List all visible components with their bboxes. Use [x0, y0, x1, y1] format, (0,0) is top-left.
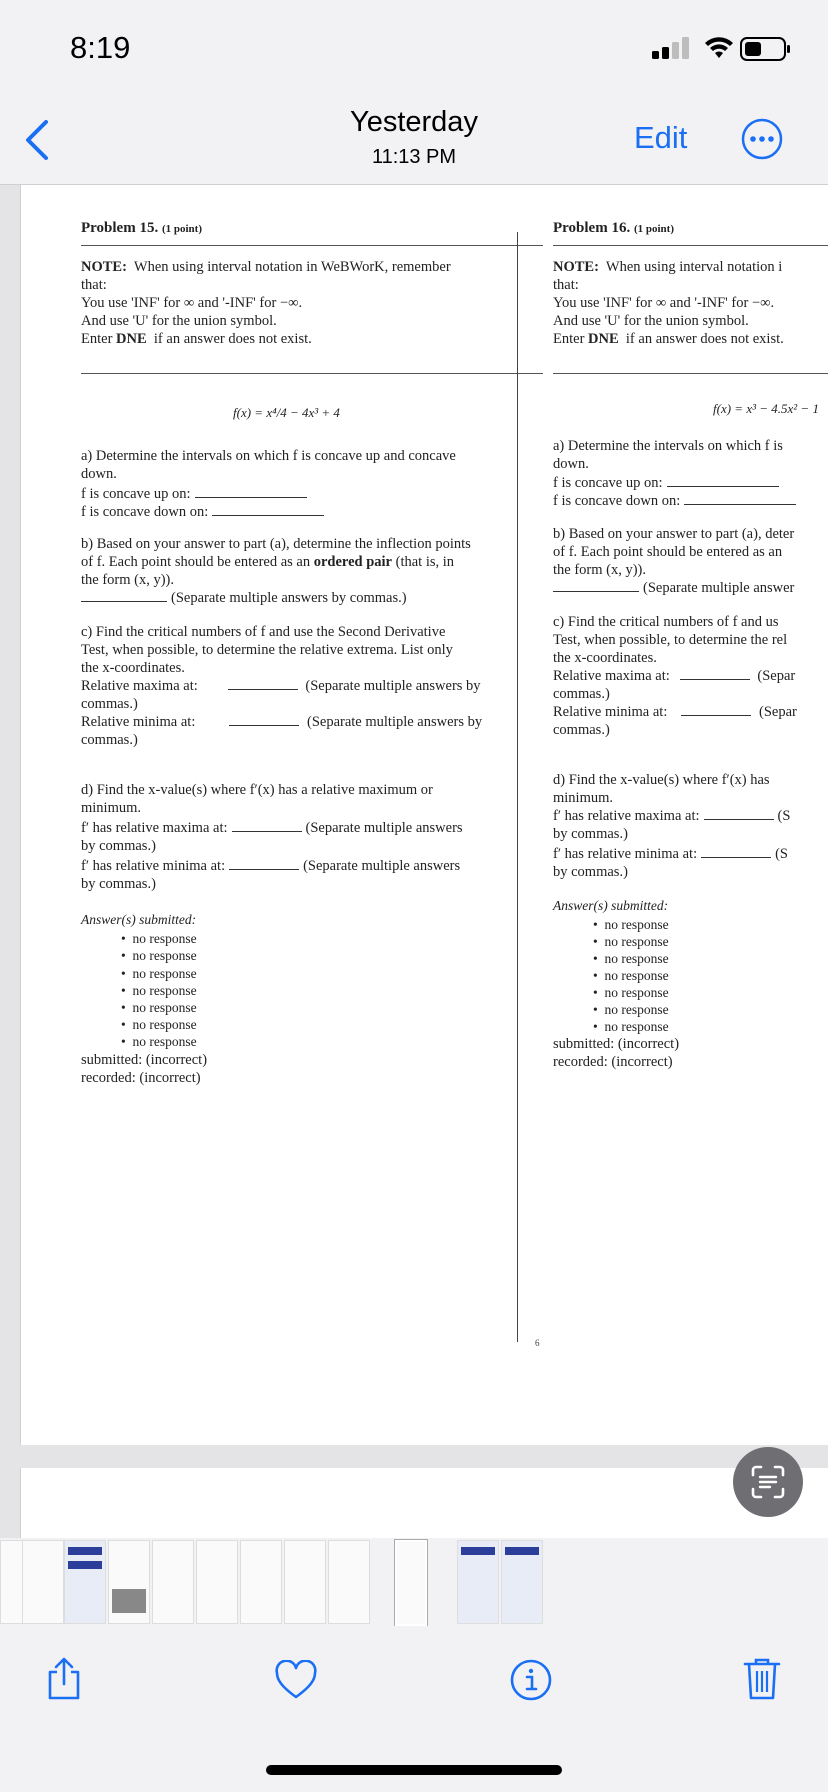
- submitted-status: submitted: (incorrect): [553, 1036, 680, 1052]
- fprime-maxima-blank: [232, 830, 302, 832]
- note-line-1: NOTE: When using interval notation in WeBWorK, remember: [81, 259, 451, 275]
- function-definition: f(x) = x⁴/4 − 4x³ + 4: [233, 405, 340, 420]
- next-page-preview: [20, 1468, 828, 1538]
- problem-16-header: Problem 16. (1 point): [553, 220, 674, 236]
- note-line-2: that:: [553, 277, 579, 293]
- note-line-5: Enter DNE if an answer does not exist.: [81, 331, 312, 347]
- thumbnail[interactable]: [501, 1540, 543, 1624]
- document-page[interactable]: [20, 185, 828, 1445]
- part-b-line-3: the form (x, y)).: [553, 562, 647, 578]
- inflection-blank: [553, 590, 639, 592]
- list-item: • no response: [593, 1002, 669, 1017]
- column-divider: [517, 232, 518, 1342]
- fprime-minima-label: f′ has relative minima at: (Separate multiple answers: [81, 858, 461, 874]
- relative-minima-blank: [681, 714, 751, 716]
- list-item: • no response: [121, 931, 197, 946]
- note-line-1: NOTE: When using interval notation i: [553, 259, 783, 275]
- list-item: • no response: [593, 1019, 669, 1034]
- part-c-line-2: Test, when possible, to determine the rel: [553, 632, 788, 648]
- part-b-line-4: (Separate multiple answers by commas.): [81, 589, 407, 608]
- concave-up-blank: [667, 485, 779, 487]
- relative-minima-blank: [229, 724, 299, 726]
- note-line-2: that:: [81, 277, 107, 293]
- edit-button[interactable]: Edit: [634, 120, 688, 155]
- fprime-minima-note: by commas.): [81, 876, 156, 892]
- part-b-line-1: b) Based on your answer to part (a), determine the inflection points: [81, 536, 471, 552]
- part-d-line-1: d) Find the x-value(s) where f′(x) has a relative maximum or: [81, 782, 433, 798]
- list-item: • no response: [121, 1017, 197, 1032]
- thumbnail[interactable]: [22, 1540, 64, 1624]
- concave-up-blank: [195, 496, 307, 498]
- relative-minima-note: commas.): [553, 722, 610, 738]
- part-a-line-1: a) Determine the intervals on which f is concave up and concave: [81, 448, 456, 464]
- mid-rule: [553, 373, 828, 374]
- note-line-4: And use 'U' for the union symbol.: [553, 313, 749, 329]
- part-c-line-3: the x-coordinates.: [81, 660, 185, 676]
- part-b-line-1: b) Based on your answer to part (a), deter: [553, 526, 795, 542]
- relative-maxima-blank: [228, 688, 298, 690]
- part-b-line-2: of f. Each point should be entered as an: [553, 544, 783, 560]
- cellular-signal-icon: [652, 37, 696, 59]
- part-d-line-1: d) Find the x-value(s) where f′(x) has: [553, 772, 770, 788]
- list-item: • no response: [593, 917, 669, 932]
- fprime-minima-note: by commas.): [553, 864, 628, 880]
- part-b-line-3: the form (x, y)).: [81, 572, 175, 588]
- nav-subtitle: 11:13 PM: [371, 146, 457, 168]
- fprime-maxima-label: f′ has relative maxima at: (Separate multiple answers: [81, 820, 463, 836]
- heart-icon[interactable]: [274, 1660, 318, 1700]
- list-item: • no response: [121, 966, 197, 981]
- answers-submitted-title: Answer(s) submitted:: [81, 912, 197, 927]
- live-text-button[interactable]: [733, 1447, 803, 1517]
- list-item: • no response: [593, 985, 669, 1000]
- wifi-icon: [704, 36, 734, 60]
- relative-minima-note: commas.): [81, 732, 138, 748]
- thumbnail[interactable]: [457, 1540, 499, 1624]
- status-bar: [0, 0, 828, 100]
- problem-15-header: Problem 15. (1 point): [81, 220, 202, 236]
- battery-icon: [740, 37, 792, 61]
- thumbnail[interactable]: [108, 1540, 150, 1624]
- relative-maxima-note: commas.): [553, 686, 610, 702]
- relative-maxima-label: Relative maxima at: (Separate multiple answers by: [81, 678, 481, 694]
- top-rule: [81, 245, 543, 246]
- submitted-status: submitted: (incorrect): [81, 1052, 208, 1068]
- inflection-blank: [81, 600, 167, 602]
- part-a-line-1: a) Determine the intervals on which f is: [553, 438, 783, 454]
- part-c-line-2: Test, when possible, to determine the relative extrema. List only: [81, 642, 453, 658]
- list-item: • no response: [121, 948, 197, 963]
- live-text-icon: [733, 1447, 803, 1517]
- info-icon[interactable]: [509, 1658, 553, 1702]
- status-time: 8:19: [70, 30, 131, 65]
- list-item: • no response: [593, 934, 669, 949]
- concave-down-blank: [684, 503, 796, 505]
- function-definition: f(x) = x³ − 4.5x² − 1: [713, 401, 819, 416]
- thumbnail[interactable]: [64, 1540, 106, 1624]
- part-a-line-2: down.: [553, 456, 589, 472]
- concave-down-label: f is concave down on:: [553, 492, 800, 511]
- recorded-status: recorded: (incorrect): [81, 1070, 201, 1086]
- relative-minima-label: Relative minima at: (Separ: [553, 704, 797, 720]
- fprime-minima-blank: [229, 868, 299, 870]
- trash-icon[interactable]: [742, 1656, 782, 1702]
- note-line-4: And use 'U' for the union symbol.: [81, 313, 277, 329]
- list-item: • no response: [593, 951, 669, 966]
- part-a-line-2: down.: [81, 466, 117, 482]
- fprime-maxima-blank: [704, 818, 774, 820]
- page-number: 6: [535, 1338, 540, 1348]
- part-b-line-2: of f. Each point should be entered as an ordered pair (that is, in: [81, 554, 455, 570]
- list-item: • no response: [121, 1000, 197, 1015]
- share-icon[interactable]: [44, 1656, 84, 1702]
- part-d-line-2: minimum.: [81, 800, 142, 816]
- relative-maxima-label: Relative maxima at: (Separ: [553, 668, 796, 684]
- part-b-line-4: (Separate multiple answer: [553, 579, 794, 598]
- thumbnail[interactable]: [328, 1540, 370, 1624]
- part-c-line-3: the x-coordinates.: [553, 650, 657, 666]
- relative-minima-label: Relative minima at: (Separate multiple answers by: [81, 714, 483, 730]
- list-item: • no response: [121, 983, 197, 998]
- fprime-minima-blank: [701, 856, 771, 858]
- home-indicator[interactable]: [266, 1765, 562, 1775]
- part-c-line-1: c) Find the critical numbers of f and us: [553, 614, 779, 630]
- concave-up-label: f is concave up on:: [553, 474, 783, 493]
- concave-down-blank: [212, 514, 324, 516]
- note-line-3: You use 'INF' for ∞ and '-INF' for −∞.: [81, 295, 303, 311]
- part-d-line-2: minimum.: [553, 790, 614, 806]
- nav-title: Yesterday: [350, 106, 478, 138]
- thumbnail[interactable]: [284, 1540, 326, 1624]
- note-line-3: You use 'INF' for ∞ and '-INF' for −∞.: [553, 295, 775, 311]
- relative-maxima-blank: [680, 678, 750, 680]
- thumbnail[interactable]: [240, 1540, 282, 1624]
- part-c-line-1: c) Find the critical numbers of f and use the Second Derivative: [81, 624, 446, 640]
- recorded-status: recorded: (incorrect): [553, 1054, 673, 1070]
- relative-maxima-note: commas.): [81, 696, 138, 712]
- thumbnail[interactable]: [152, 1540, 194, 1624]
- top-rule: [553, 245, 828, 246]
- fprime-maxima-note: by commas.): [553, 826, 628, 842]
- answers-submitted-title: Answer(s) submitted:: [553, 898, 669, 913]
- list-item: • no response: [593, 968, 669, 983]
- thumbnail[interactable]: [196, 1540, 238, 1624]
- fprime-maxima-note: by commas.): [81, 838, 156, 854]
- mid-rule: [81, 373, 543, 374]
- fprime-maxima-label: f′ has relative maxima at: (S: [553, 808, 791, 824]
- list-item: • no response: [121, 1034, 197, 1049]
- concave-up-label: f is concave up on:: [81, 485, 311, 504]
- concave-down-label: f is concave down on:: [81, 503, 328, 522]
- fprime-minima-label: f′ has relative minima at: (S: [553, 846, 788, 862]
- note-line-5: Enter DNE if an answer does not exist.: [553, 331, 784, 347]
- more-options-icon[interactable]: [741, 118, 783, 160]
- thumbnail-current[interactable]: [395, 1540, 427, 1626]
